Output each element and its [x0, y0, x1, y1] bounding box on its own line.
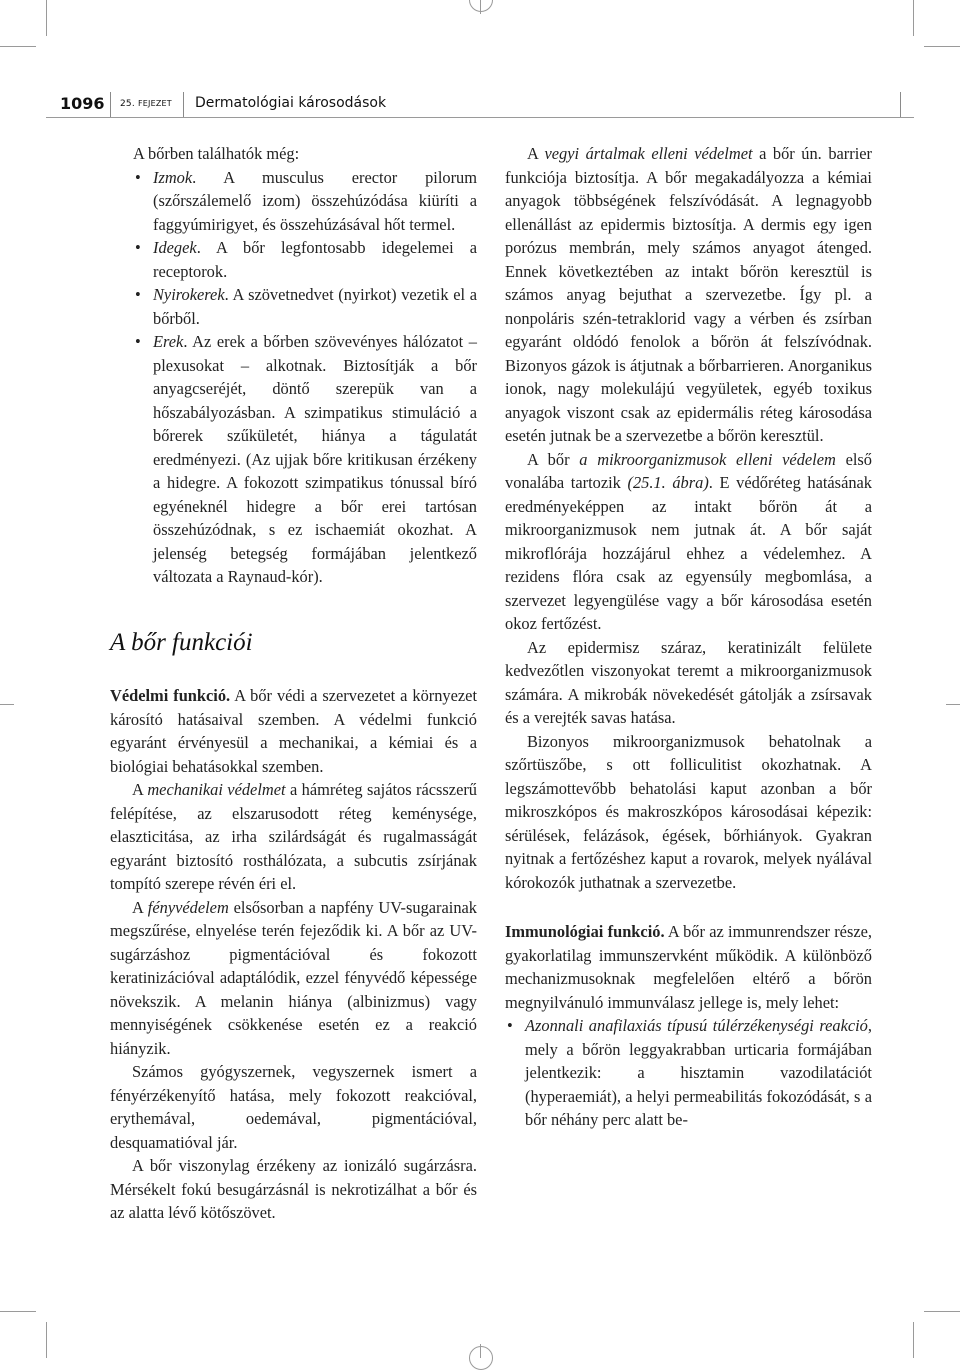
list-item: • Idegek. A bőr legfontosabb idegelemei a receptorok. — [133, 236, 477, 283]
header-divider — [183, 92, 184, 118]
header-divider — [900, 92, 901, 118]
list-item: • Erek. Az erek a bőrben szövevényes hálózatot – plexusokat – alkotnak. Biztosítják a bőr anyagcseréjét, döntő szerepük van a hőszabályozásban. A szimpatikus stimuláció a bőrerek szűkületét, hiánya a tágulatát eredményezi. (Az ujjak bőre kritikusan érzékeny a hidegre. A fokozott szimpatikus tónussal bíró egyéneknél hidegre a bőr erei tartósan összehúzódnak, s ez ischaemiát okozhat. A jelenség betegség formájában jelentkező változata a Raynaud-kór). — [133, 330, 477, 589]
figure-reference: (25.1. ábra) — [627, 473, 709, 492]
left-column — [133, 142, 477, 589]
chapter-title: Dermatológiai károsodások — [195, 95, 387, 111]
crop-mark — [46, 0, 47, 36]
paragraph-ionizalo: A bőr viszonylag érzékeny az ionizáló sugárzásra. Mérsékelt fokú besugárzásnál is nekrotizálhat a bőr és az alatta lévő kötőszövet. — [110, 1156, 477, 1222]
right-column — [505, 142, 872, 1132]
list-item: • Izmok. A musculus erector pilorum (szőrszálemelő izom) összehúzódása kiüríti a faggyúmirigyet, és összehúzásával hőt termel. — [133, 166, 477, 237]
paragraph-immunologiai: Immunológiai funkció. A bőr az immunrendszer része, gyakorlatilag immunszervként működik. A különböző mechanizmusoknak megfelelően eltérő a bőrön megnyilvánuló immunválasz jellege is, mely lehet: — [505, 922, 872, 1012]
crop-mark — [924, 1311, 960, 1312]
list-item: • Azonnali anafilaxiás típusú túlérzékenységi reakció, mely a bőrön leggyakrabban urticaria formájában jelentkezik: a hisztamin vazodilatációt (hyperaemiát), a helyi permeabilitás fokozódását, s a bőr néhány perc alatt be- — [505, 1014, 872, 1132]
paragraph-mechanikai: A mechanikai védelmet a hámréteg sajátos rácsszerű felépítése, az elszarusodott réteg keménysége, elaszticitása, az irha szilárdságát és rugalmasságát egyaránt biztosító rosthálózata, a subcutis zsírjának tompító szerepe révén éri el. — [110, 780, 477, 893]
header-rule — [46, 117, 914, 118]
page-number: 1096 — [60, 94, 105, 113]
running-header — [0, 92, 960, 118]
registration-mark — [469, 1346, 493, 1370]
intro-line: A bőrben találhatók még: — [133, 144, 300, 163]
paragraph-mikroorganizmus: A bőr a mikroorganizmusok elleni védelem első vonalába tartozik (25.1. ábra). E védőréteg hatásának eredményeképpen az intakt bőrön át a mikroorganizmusok nem jutnak át. A bőr saját mikroflórája hozzájárul ehhez a védelemhez. A rezidens flóra csak az egyensúly megbomlása, a szervezet legyengülése vagy a bőr károsodása esetén okoz fertőzést. — [505, 449, 873, 633]
crop-mark — [0, 1311, 36, 1312]
left-column-lower — [110, 628, 477, 1225]
crop-mark — [924, 46, 960, 47]
crop-mark — [0, 46, 36, 47]
paragraph-epidermisz: Az epidermisz száraz, keratinizált felülete kedvezőtlen viszonyokat teremt a mikroorganizmusok számára. A mikrobák növekedését gátolják a zsírsavak és a verejték savas hatása. — [505, 637, 872, 727]
paragraph-vegyi: A vegyi ártalmak elleni védelmet a bőr ún. barrier funkciója biztosítja. A bőr megakadályozza a kémiai anyagok többségének felszívódását. A legnagyobb ellenállást az epidermis biztosítja. A dermis egy igen porózus membrán, mely számos anyagot átenged. Ennek következtében az intakt bőrön keresztül is számos anyag bejuthat a szervezetbe. Így pl. a nonpoláris szén-tetraklorid vagy a vérben és zsírban egyaránt oldódó fenolok a bőrön át felszívódnak. Bizonyos gázok is átjutnak a bőrbarrieren. Anorganikus ionok, nagy molekulájú vegyületek, egyéb toxikus anyagok viszont csak az epidermális réteg károsodása esetén jutnak be a szervezetbe a bőrön keresztül. — [505, 144, 872, 445]
registration-mark — [469, 0, 493, 12]
chapter-label: 25. FEJEZET — [120, 99, 172, 109]
immune-response-list — [505, 1014, 872, 1132]
paragraph-gyogyszer: Számos gyógyszernek, vegyszernek ismert a fényérzékenyítő hatása, mely fokozott reakcióval, erythemával, oedemával, pigmentációval, desquamatióval jár. — [110, 1062, 477, 1152]
header-divider — [110, 92, 111, 118]
crop-mark — [0, 704, 14, 705]
crop-mark — [913, 1322, 914, 1358]
structures-list — [133, 166, 477, 589]
section-title: A bőr funkciói — [110, 629, 253, 656]
run-in-heading: Immunológiai funkció. — [505, 922, 665, 941]
paragraph-bizonyos: Bizonyos mikroorganizmusok behatolnak a szőrtüszőbe, s ott folliculitist okozhatnak. A legszámottevőbb behatolási kaput azonban a bőr mikroszkópos és makroszkópos károsodásai képezik: sérülések, felázások, égések, bőrhiányok. Gyakran nyitnak a fertőzéshez kaput a rovarok, melyek nyálával kórokozók juthatnak a szervezetbe. — [505, 731, 872, 892]
paragraph-vedelmi: Védelmi funkció. A bőr védi a szervezetet a környezet károsító hatásaival szemben. A védelmi funkció egyaránt érvényesül a mechanikai, a kémiai és a biológiai behatásokkal szemben. — [110, 686, 477, 776]
crop-mark — [946, 704, 960, 705]
crop-mark — [46, 1322, 47, 1358]
run-in-heading: Védelmi funkció. — [110, 686, 231, 705]
crop-mark — [913, 0, 914, 36]
list-item: • Nyirokerek. A szövetnedvet (nyirkot) vezetik el a bőrből. — [133, 283, 477, 330]
paragraph-fenyvedelem: A fényvédelem elsősorban a napfény UV-sugarainak megszűrése, elnyelése terén fejeződik ki. A bőr az UV-sugárzáshoz pigmentációval és fokozott keratinizációval adaptálódik, ezzel fényvédő képessége növekszik. A melanin hiánya (albinizmus) vagy mennyiségének csökkenése esetén ez a reakció hiányzik. — [110, 897, 478, 1058]
